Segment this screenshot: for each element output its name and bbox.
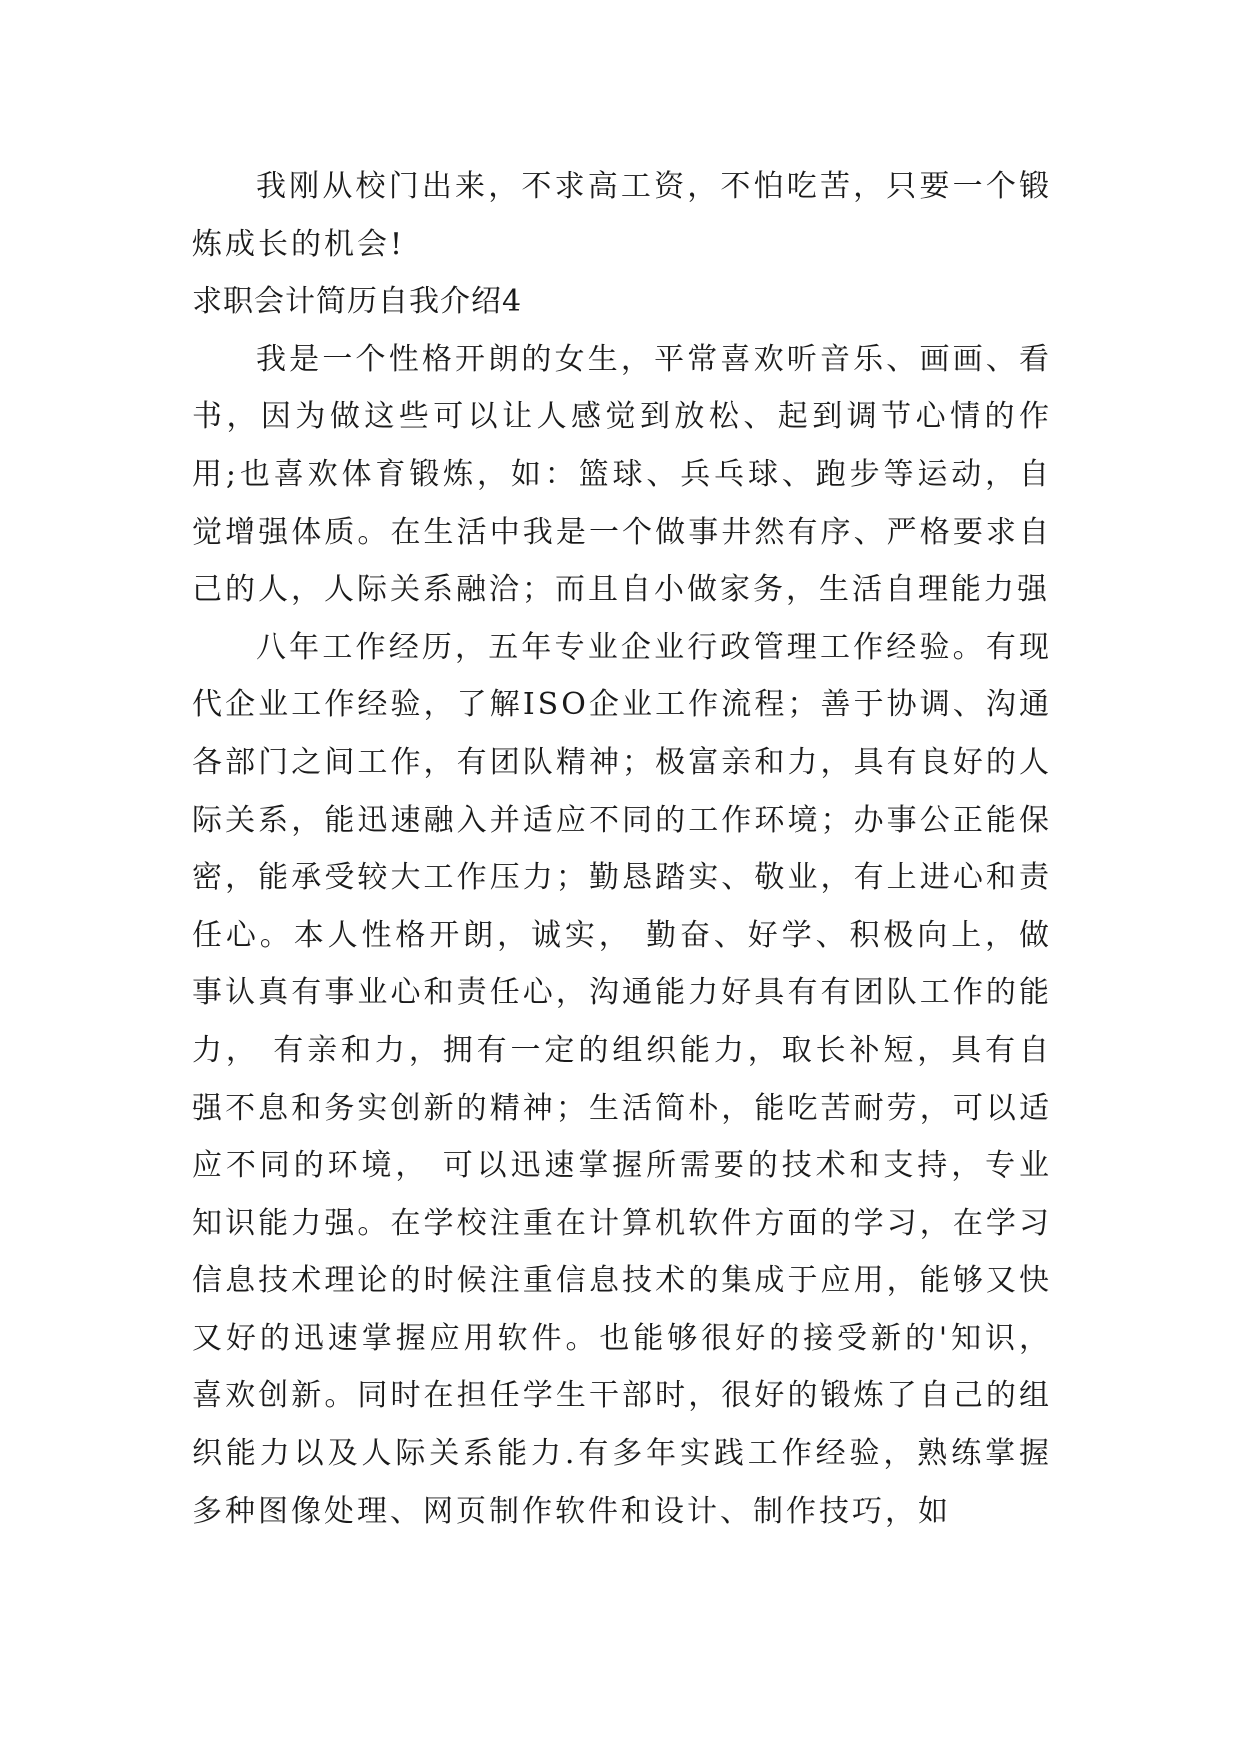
document-body bbox=[192, 158, 1052, 1540]
section-heading: 求职会计简历自我介绍4 bbox=[192, 284, 523, 320]
paragraph-personality: 我是一个性格开朗的女生，平常喜欢听音乐、画画、看书，因为做这些可以让人感觉到放松、起到调节心情的作用;也喜欢体育锻炼，如：篮球、兵乓球、跑步等运动，自觉增强体质。在生活中我是一个做事井然有序、严格要求自己的人，人际关系融洽；而且自小做家务，生活自理能力强 bbox=[192, 341, 1052, 608]
paragraph-intro: 我刚从校门出来，不求高工资，不怕吃苦，只要一个锻炼成长的机会! bbox=[192, 169, 1052, 262]
paragraph-experience: 八年工作经历，五年专业企业行政管理工作经验。有现代企业工作经验，了解ISO企业工作流程；善于协调、沟通各部门之间工作，有团队精神；极富亲和力，具有良好的人际关系，能迅速融入并适应不同的工作环境；办事公正能保密，能承受较大工作压力；勤恳踏实、敬业，有上进心和责任心。本人性格开朗，诚实， 勤奋、好学、积极向上，做事认真有事业心和责任心，沟通能力好具有有团队工作的能力， 有亲和力，拥有一定的组织能力，取长补短，具有自强不息和务实创新的精神；生活简朴，能吃苦耐劳，可以适应不同的环境， 可以迅速掌握所需要的技术和支持，专业知识能力强。在学校注重在计算机软件方面的学习，在学习信息技术理论的时候注重信息技术的集成于应用，能够又快又好的迅速掌握应用软件。也能够很好的接受新的'知识，喜欢创新。同时在担任学生干部时，很好的锻炼了自己的组织能力以及人际关系能力.有多年实践工作经验，熟练掌握多种图像处理、网页制作软件和设计、制作技巧，如 bbox=[192, 629, 1052, 1529]
